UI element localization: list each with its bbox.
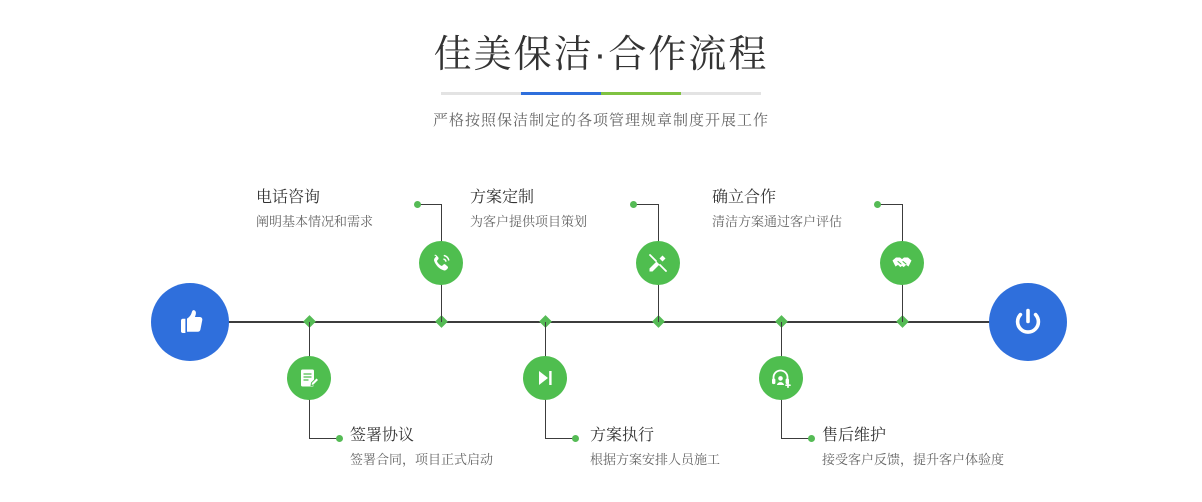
phone-ring-icon xyxy=(429,251,453,275)
step-desc: 清洁方案通过客户评估 xyxy=(712,214,843,229)
step-label-5 xyxy=(712,187,842,232)
connector-endpoint xyxy=(874,201,881,208)
page-subtitle: 严格按照保洁制定的各项管理规章制度开展工作 xyxy=(432,112,769,129)
step-title: 售后维护 xyxy=(822,427,887,444)
header xyxy=(0,30,1202,130)
step-desc: 签署合同，项目正式启动 xyxy=(350,452,494,467)
step-title: 确立合作 xyxy=(712,189,777,206)
connector-endpoint xyxy=(336,435,343,442)
page-title: 佳美保洁·合作流程 xyxy=(433,34,769,76)
step-title: 方案定制 xyxy=(470,189,535,206)
step-icon-5 xyxy=(880,241,924,285)
connector-line xyxy=(634,204,658,205)
step-desc: 为客户提供项目策划 xyxy=(470,214,588,229)
step-desc: 接受客户反馈，提升客户体验度 xyxy=(822,452,1005,467)
step-label-6 xyxy=(822,425,1004,470)
step-desc: 阐明基本情况和需求 xyxy=(256,214,374,229)
headset-add-icon xyxy=(769,366,793,390)
connector-line xyxy=(878,204,902,205)
connector-endpoint xyxy=(808,435,815,442)
step-icon-6 xyxy=(759,356,803,400)
step-title: 电话咨询 xyxy=(256,189,321,206)
divider-segment-blue xyxy=(521,92,601,95)
handshake-icon xyxy=(890,251,914,275)
step-title: 方案执行 xyxy=(590,427,655,444)
step-icon-3 xyxy=(636,241,680,285)
step-desc: 根据方案安排人员施工 xyxy=(590,452,721,467)
step-label-2 xyxy=(350,425,493,470)
play-next-icon xyxy=(533,366,557,390)
timeline-end-node xyxy=(989,283,1067,361)
connector-endpoint xyxy=(572,435,579,442)
step-icon-4 xyxy=(523,356,567,400)
thumbs-up-icon xyxy=(170,302,210,342)
power-icon xyxy=(1008,302,1048,342)
step-icon-2 xyxy=(287,356,331,400)
timeline-start-node xyxy=(151,283,229,361)
step-label-1 xyxy=(256,187,373,232)
step-title: 签署协议 xyxy=(350,427,415,444)
connector-line xyxy=(545,438,575,439)
step-label-4 xyxy=(590,425,720,470)
connector-endpoint xyxy=(630,201,637,208)
divider-segment-green xyxy=(601,92,681,95)
connector-line xyxy=(418,204,442,205)
pen-ruler-icon xyxy=(646,251,670,275)
connector-line xyxy=(781,438,811,439)
connector-line xyxy=(309,438,339,439)
step-label-3 xyxy=(470,187,587,232)
connector-endpoint xyxy=(414,201,421,208)
step-icon-1 xyxy=(419,241,463,285)
document-edit-icon xyxy=(297,366,321,390)
title-divider xyxy=(441,92,761,95)
